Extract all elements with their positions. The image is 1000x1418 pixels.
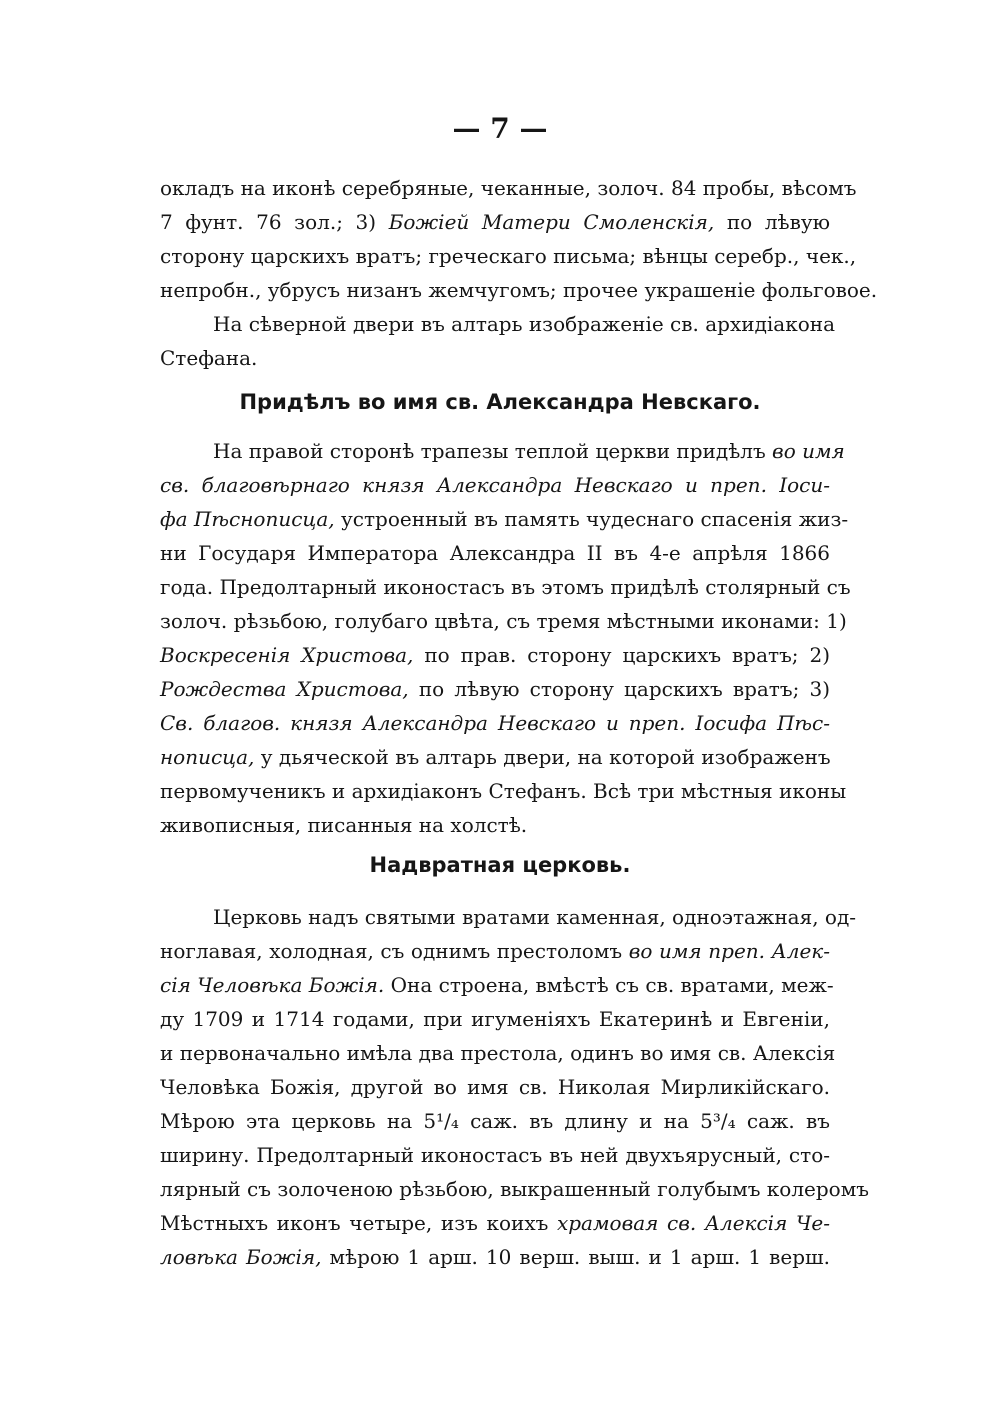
text-line [160, 638, 830, 672]
italic-text: Божіей Матери Смоленскія, [388, 210, 715, 234]
text-line [213, 434, 845, 468]
section-heading: Надвратная церковь. [369, 853, 631, 877]
text-line: живописныя, писанныя на холстѣ. [160, 813, 528, 837]
text-line [160, 502, 849, 536]
text-line [160, 934, 830, 968]
italic-text: ловѣка Божія, [160, 1245, 322, 1269]
text-span: На правой сторонѣ трапезы теплой церкви придѣлъ [213, 439, 766, 463]
italic-text: Воскресенія Христова, [160, 643, 414, 667]
text-line: Стефана. [160, 346, 258, 370]
text-span: по лѣвую [726, 210, 831, 234]
text-line: ширину. Предолтарный иконостасъ въ ней двухъярусный, сто- [160, 1143, 830, 1167]
section-heading: Придѣлъ во имя св. Александра Невскаго. [239, 390, 761, 414]
text-span: 7 фунт. 76 зол.; 3) [160, 210, 377, 234]
text-line [160, 740, 830, 774]
text-line: сторону царскихъ вратъ; греческаго письма; вѣнцы серебр., чек., [160, 244, 857, 268]
italic-text: нописца, [160, 745, 255, 769]
text-line: Человѣка Божія, другой во имя св. Николая Мирликійскаго. [160, 1075, 830, 1099]
text-line [160, 1240, 830, 1274]
text-line: окладъ на иконѣ серебряные, чеканные, золоч. 84 пробы, вѣсомъ [160, 176, 857, 200]
text-span: Мѣстныхъ иконъ четыре, изъ коихъ [160, 1211, 549, 1235]
text-span: Она строена, вмѣстѣ съ св. вратами, меж- [390, 973, 834, 997]
italic-text: Св. благов. князя Александра Невскаго и преп. Іосифа Пѣс- [160, 711, 830, 735]
italic-text: во имя преп. Алек- [628, 939, 831, 963]
text-line [160, 468, 830, 502]
text-line: и первоначально имѣла два престола, одинъ во имя св. Алексія [160, 1041, 836, 1065]
text-line: На сѣверной двери въ алтарь изображеніе св. архидіакона [213, 312, 835, 336]
text-span: устроенный въ память чудеснаго спасенія жиз- [341, 507, 849, 531]
text-line: Церковь надъ святыми вратами каменная, одноэтажная, од- [213, 905, 857, 929]
italic-text: фа Пѣснописца, [160, 507, 335, 531]
text-span: по лѣвую сторону царскихъ вратъ; 3) [418, 677, 830, 701]
text-span: ноглавая, холодная, съ однимъ престоломъ [160, 939, 623, 963]
text-line [160, 672, 830, 706]
text-span: у дьяческой въ алтарь двери, на которой изображенъ [260, 745, 831, 769]
text-line [160, 205, 830, 239]
italic-text: сія Человѣка Божія. [160, 973, 385, 997]
text-line: ни Государя Императора Александра II въ 4-е апрѣля 1866 [160, 541, 830, 565]
italic-text: Рождества Христова, [160, 677, 409, 701]
italic-text: во имя [772, 439, 845, 463]
text-line [160, 968, 834, 1002]
text-line [160, 1206, 830, 1240]
text-line: первомученикъ и архидіаконъ Стефанъ. Всѣ три мѣстныя иконы [160, 779, 847, 803]
text-line: золоч. рѣзьбою, голубаго цвѣта, съ тремя мѣстными иконами: 1) [160, 609, 847, 633]
page-number: — 7 — [452, 112, 548, 145]
text-line [160, 706, 830, 740]
text-line: лярный съ золоченою рѣзьбою, выкрашенный голубымъ колеромъ [160, 1177, 870, 1201]
text-span: по прав. сторону царскихъ вратъ; 2) [424, 643, 831, 667]
text-line: года. Предолтарный иконостасъ въ этомъ придѣлѣ столярный съ [160, 575, 851, 599]
text-line: Мѣрою эта церковь на 5¹/₄ саж. въ длину и на 5³/₄ саж. въ [160, 1109, 830, 1133]
text-line: непробн., убрусъ низанъ жемчугомъ; прочее украшеніе фольговое. [160, 278, 878, 302]
italic-text: св. благовѣрнаго князя Александра Невскаго и преп. Іоси- [160, 473, 830, 497]
text-span: мѣрою 1 арш. 10 верш. выш. и 1 арш. 1 верш. [329, 1245, 831, 1269]
text-line: ду 1709 и 1714 годами, при игуменіяхъ Екатеринѣ и Евгеніи, [160, 1007, 830, 1031]
italic-text: храмовая св. Алексія Че- [556, 1211, 830, 1235]
